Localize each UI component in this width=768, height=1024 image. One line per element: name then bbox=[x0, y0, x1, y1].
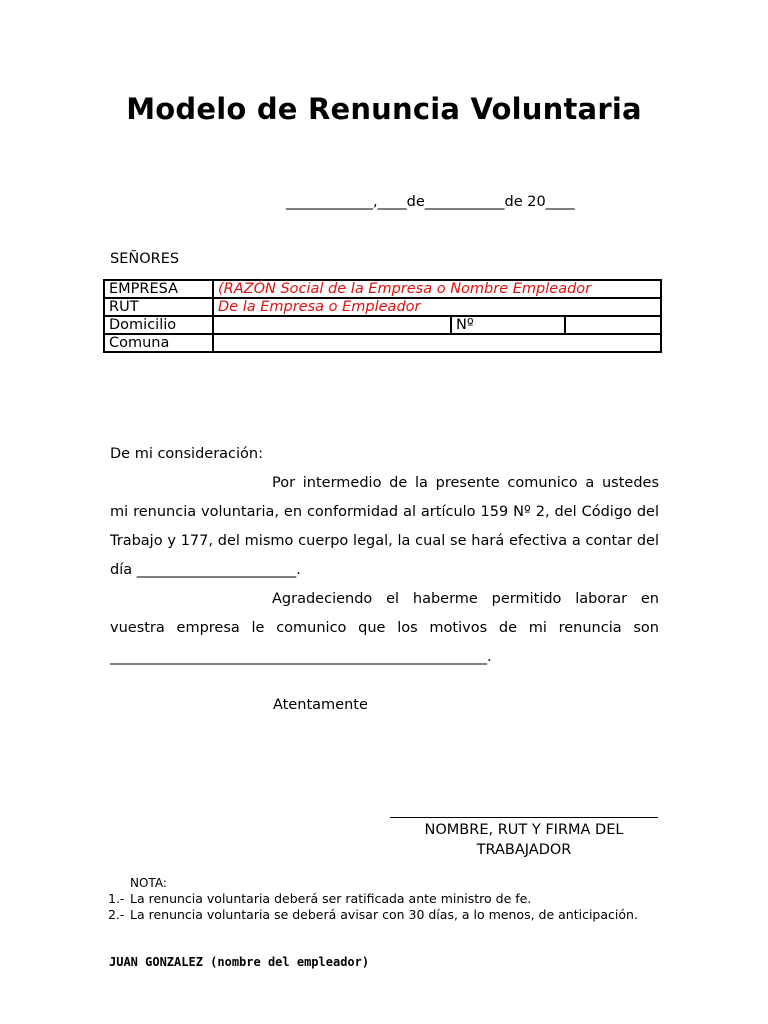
letter-body bbox=[110, 440, 659, 672]
rut-value: De la Empresa o Empleador bbox=[213, 298, 661, 316]
empresa-value: (RAZÓN Social de la Empresa o Nombre Empleador bbox=[213, 280, 661, 298]
paragraph-reasons-line2: vuestra empresa le comunico que los motivos de mi renuncia son bbox=[110, 620, 659, 636]
numero-label: Nº bbox=[451, 316, 565, 334]
note-number: 1.- bbox=[108, 891, 125, 906]
page-title: Modelo de Renuncia Voluntaria bbox=[126, 92, 642, 126]
signature-label-line2: TRABAJADOR bbox=[476, 842, 572, 858]
numero-value bbox=[565, 316, 661, 334]
comuna-value bbox=[213, 334, 661, 352]
signature-line bbox=[390, 817, 658, 818]
list-item bbox=[108, 907, 659, 923]
domicilio-value bbox=[213, 316, 451, 334]
domicilio-label: Domicilio bbox=[104, 316, 213, 334]
employer-line: JUAN GONZALEZ (nombre del empleador) bbox=[109, 955, 370, 969]
table-row bbox=[104, 280, 661, 298]
note-number: 2.- bbox=[108, 907, 125, 922]
signature-label-line1: NOMBRE, RUT Y FIRMA DEL bbox=[424, 822, 624, 838]
rut-label: RUT bbox=[104, 298, 213, 316]
addressee-label: SEÑORES bbox=[110, 251, 180, 267]
paragraph-reasons-line1: Agradeciendo el haberme permitido laborar en bbox=[272, 591, 659, 607]
table-row bbox=[104, 316, 661, 334]
greeting: De mi consideración: bbox=[110, 446, 263, 462]
closing: Atentamente bbox=[273, 697, 368, 713]
signature-label bbox=[390, 820, 658, 860]
empresa-label: EMPRESA bbox=[104, 280, 213, 298]
table-row bbox=[104, 298, 661, 316]
comuna-label: Comuna bbox=[104, 334, 213, 352]
notes-list bbox=[108, 891, 659, 923]
note-text: La renuncia voluntaria deberá ser ratificada ante ministro de fe. bbox=[130, 891, 532, 906]
list-item bbox=[108, 891, 659, 907]
paragraph-reasons-line3: ____________________________________________________. bbox=[110, 649, 492, 665]
date-line: ____________,____de___________de 20____ bbox=[286, 194, 575, 210]
nota-label: NOTA: bbox=[130, 876, 167, 890]
table-row bbox=[104, 334, 661, 352]
note-text: La renuncia voluntaria se deberá avisar con 30 días, a lo menos, de anticipación. bbox=[130, 907, 638, 922]
paragraph-resignation: Por intermedio de la presente comunico a ustedes mi renuncia voluntaria, en conformidad al artículo 159 Nº 2, del Código del Trabajo y 177, del mismo cuerpo legal, la cual se hará efectiva a contar del día ______________________. bbox=[110, 475, 659, 578]
employer-info-table bbox=[103, 279, 662, 353]
